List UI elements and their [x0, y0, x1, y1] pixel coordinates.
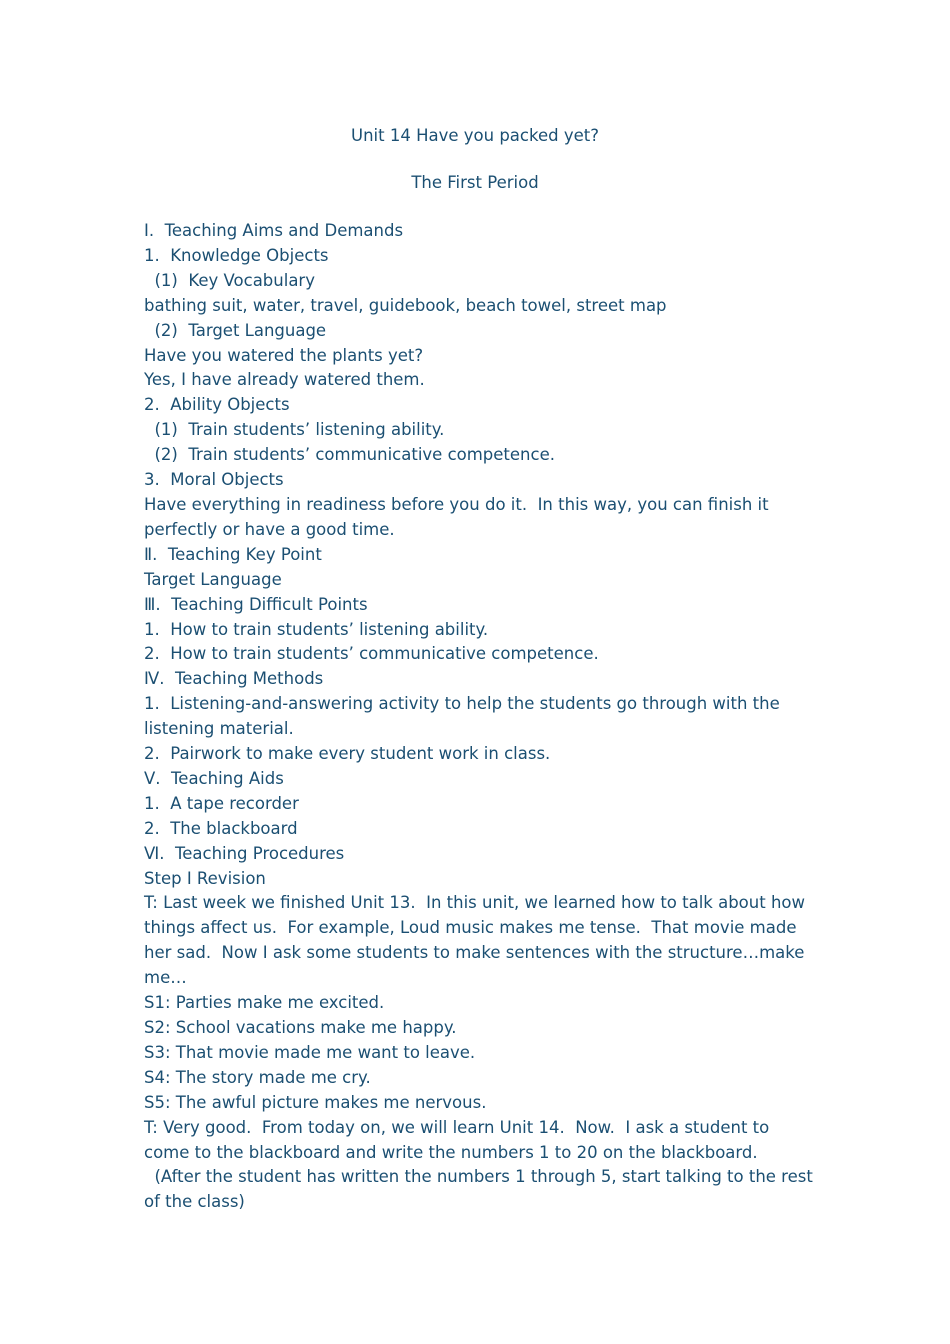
list-item: (2) Target Language	[144, 320, 327, 340]
section-heading: Ⅵ. Teaching Procedures	[144, 843, 345, 863]
subsection-heading: 1. Knowledge Objects	[144, 245, 329, 265]
paragraph: Have you watered the plants yet?	[144, 345, 424, 365]
section-heading: Ⅱ. Teaching Key Point	[144, 544, 322, 564]
list-item: (1) Train students’ listening ability.	[144, 420, 445, 440]
document-body	[144, 219, 819, 1215]
section-heading: Ⅳ. Teaching Methods	[144, 669, 324, 689]
list-item: 1. A tape recorder	[144, 793, 299, 813]
paragraph: bathing suit, water, travel, guidebook, beach towel, street map	[144, 295, 667, 315]
list-item: 2. How to train students’ communicative competence.	[144, 644, 599, 664]
document-subtitle: The First Period	[411, 173, 539, 192]
list-item: 2. Pairwork to make every student work in class.	[144, 744, 551, 764]
dialogue-line: S3: That movie made me want to leave.	[144, 1042, 476, 1062]
paragraph: Have everything in readiness before you do it. In this way, you can finish it perfectly or have a good time.	[144, 494, 774, 539]
section-heading: Ⅰ. Teaching Aims and Demands	[144, 221, 404, 240]
section-heading: Ⅴ. Teaching Aids	[144, 768, 284, 788]
paragraph: Yes, I have already watered them.	[144, 370, 425, 390]
paragraph: Target Language	[144, 569, 282, 589]
subsection-heading: 3. Moral Objects	[144, 470, 284, 490]
dialogue-line: S2: School vacations make me happy.	[144, 1018, 457, 1037]
document-title: Unit 14 Have you packed yet?	[351, 126, 599, 145]
stage-direction: (After the student has written the numbers 1 through 5, start talking to the rest of the class)	[144, 1167, 819, 1212]
dialogue-line: T: Last week we finished Unit 13. In this unit, we learned how to talk about how things affect us. For example, Loud music makes me tense. That movie made her sad. Now I ask some students to make sentences with the structure…make me…	[144, 893, 811, 988]
subsection-heading: 2. Ability Objects	[144, 395, 290, 415]
list-item: 1. Listening-and-answering activity to help the students go through with the listening material.	[144, 694, 785, 739]
dialogue-line: T: Very good. From today on, we will learn Unit 14. Now. I ask a student to come to the blackboard and write the numbers 1 to 20 on the blackboard.	[144, 1117, 775, 1162]
dialogue-line: S5: The awful picture makes me nervous.	[144, 1092, 487, 1112]
step-heading: Step I Revision	[144, 868, 266, 888]
dialogue-line: S4: The story made me cry.	[144, 1067, 371, 1087]
list-item: 1. How to train students’ listening ability.	[144, 619, 489, 639]
list-item: (1) Key Vocabulary	[144, 270, 315, 290]
dialogue-line: S1: Parties make me excited.	[144, 993, 385, 1013]
list-item: (2) Train students’ communicative competence.	[144, 445, 555, 465]
section-heading: Ⅲ. Teaching Difficult Points	[144, 594, 368, 614]
list-item: 2. The blackboard	[144, 818, 298, 838]
